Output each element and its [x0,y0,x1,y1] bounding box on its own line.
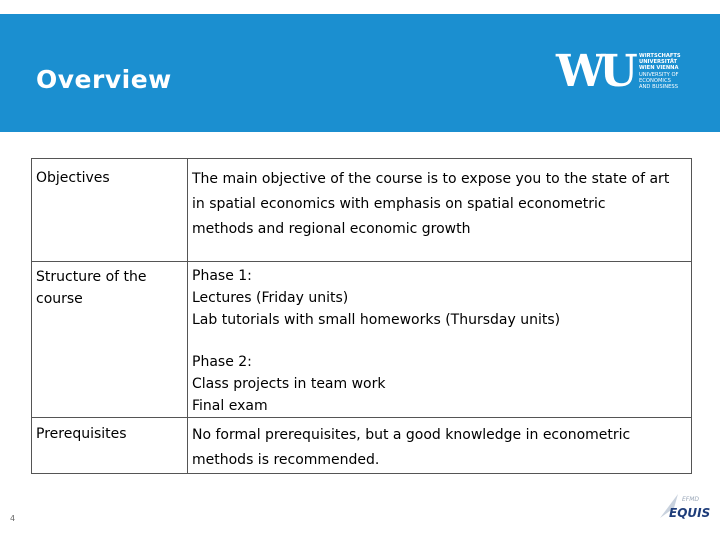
row-value-prerequisites [188,418,692,474]
phase1-line: Phase 1: [192,268,252,284]
row-key-prerequisites: Prerequisites [32,418,188,474]
phase2-line: Phase 2: [192,354,252,370]
phase1-line: Lab tutorials with small homeworks (Thursday units) [192,312,561,328]
key-line: course [36,291,83,307]
wu-logo-line: WIRTSCHAFTS [639,53,681,59]
row-key-structure [32,262,188,418]
phase2-line: Final exam [192,398,268,414]
wu-logo [556,46,696,120]
slide-title: Overview [36,65,172,94]
wu-logo-mark: WU [556,46,632,97]
wu-logo-line: UNIVERSITY OF [639,71,679,78]
wu-logo-text [639,53,709,90]
row-value-structure [188,262,692,418]
key-line: Structure of the [36,269,147,285]
equis-logo [652,488,712,528]
wu-logo-line: WIEN VIENNA [639,65,679,72]
equis-top-label: EFMD [682,496,700,503]
phase1-line: Lectures (Friday units) [192,290,349,306]
row-value-objectives [188,159,692,262]
table-row [32,262,692,418]
wu-logo-line: AND BUSINESS [639,84,678,91]
slide-number: 4 [10,514,16,523]
table-row [32,159,692,262]
phase2-line: Class projects in team work [192,376,386,392]
wu-logo-line: ECONOMICS [639,77,671,84]
equis-word: EQUIS [669,506,711,520]
overview-table [31,158,692,474]
value-line: No formal prerequisites, but a good knowledge in econometric [192,427,631,443]
wu-logo-line: UNIVERSITÄT [639,59,677,66]
row-key-objectives: Objectives [32,159,188,262]
value-line: in spatial economics with emphasis on spatial econometric [192,196,606,212]
table-row [32,418,692,474]
value-line: methods is recommended. [192,452,380,468]
value-line: methods and regional economic growth [192,221,471,237]
phase-gap [192,331,687,351]
slide-header [0,14,720,132]
value-line: The main objective of the course is to expose you to the state of art [192,171,670,187]
